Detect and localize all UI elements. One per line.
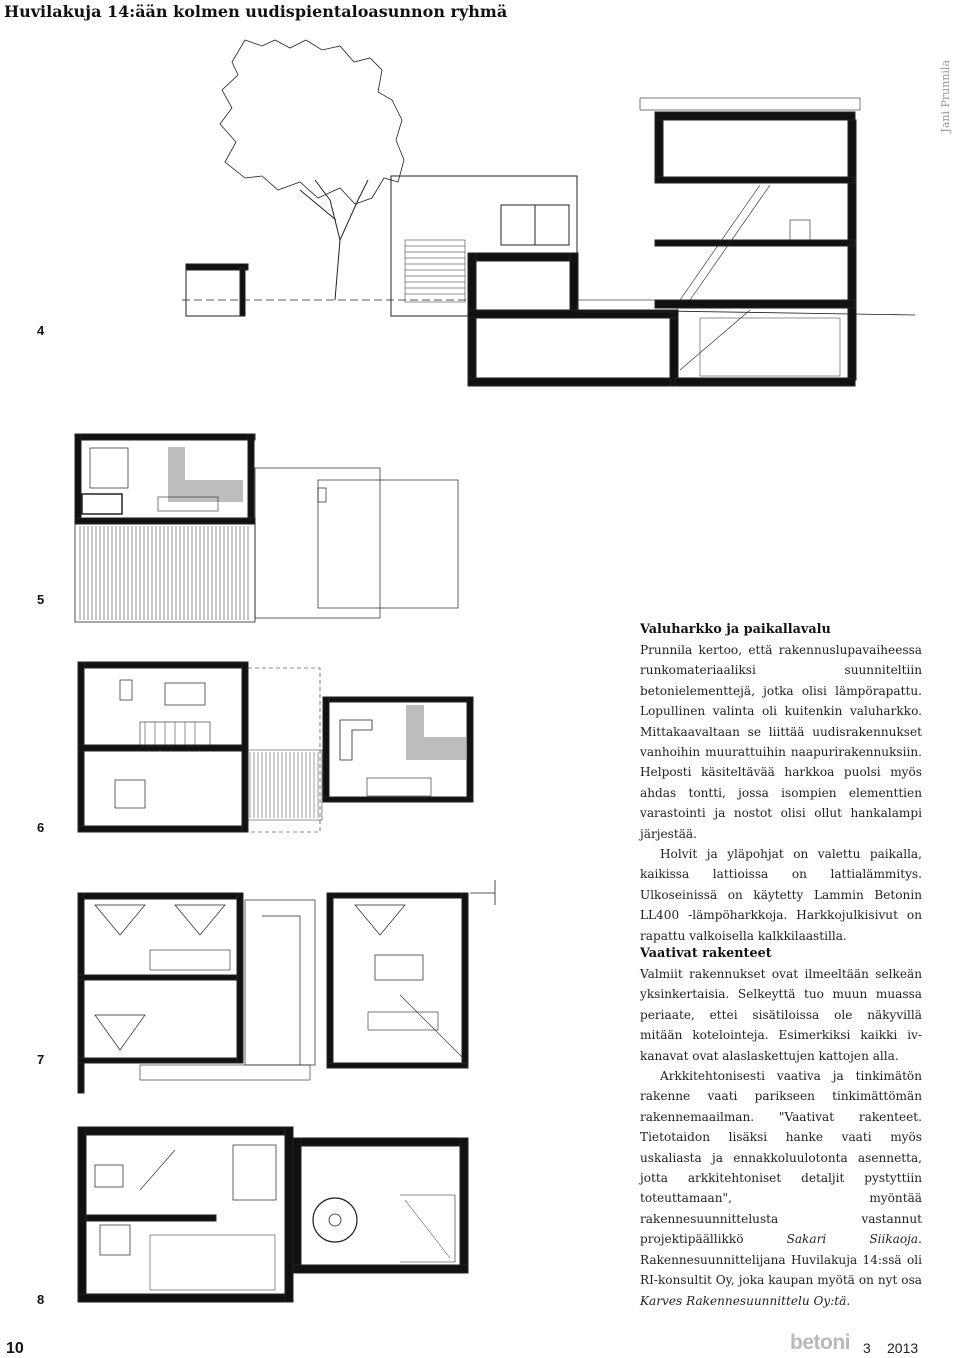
figure-number-7: 7 bbox=[37, 1052, 45, 1067]
paragraph-4-text-b: . Rakennesuunnittelijana Huvilakuja 14:ssä oli RI-konsultit Oy, joka kaupan myötä on nyt osa bbox=[640, 1232, 922, 1288]
figure-number-5: 5 bbox=[37, 592, 45, 607]
roof-plan bbox=[75, 434, 458, 622]
article-section-2 bbox=[640, 944, 922, 1311]
page-title: Huvilakuja 14:ään kolmen uudispientaloasunnon ryhmä bbox=[4, 2, 508, 21]
issue-number: 3 bbox=[863, 1340, 871, 1356]
page-number: 10 bbox=[6, 1340, 24, 1357]
figure-number-4: 4 bbox=[37, 323, 45, 338]
paragraph-4 bbox=[640, 1066, 922, 1311]
upper-floor-plan bbox=[78, 662, 473, 832]
basement-plan bbox=[78, 1127, 468, 1302]
figure-number-8: 8 bbox=[37, 1292, 45, 1307]
magazine-logo: betoni bbox=[790, 1331, 850, 1354]
person-name: Sakari Siikaoja bbox=[786, 1232, 919, 1247]
company-name: Karves Rakennesuunnittelu Oy:tä bbox=[640, 1293, 847, 1308]
article-section-1 bbox=[640, 620, 922, 946]
paragraph-4-text-a: Arkkitehtonisesti vaativa ja tinkimätön rakenne vaati parikseen tinkimättömän rakennemaailman. "Vaativat rakenteet. Tietotaidon lisäksi hanke vaati myös uskaliasta ja ennakkoluulotonta asennetta, jotta arkkitehtoniset detaljit pystyttiin toteuttamaan", myöntää rakennesuunnittelusta vastannut projektipäällikkö bbox=[640, 1069, 922, 1247]
photo-credit: Jani Prunnila bbox=[939, 60, 952, 133]
figure-number-6: 6 bbox=[37, 820, 45, 835]
paragraph-3: Valmiit rakennukset ovat ilmeeltään selkeän yksinkertaisia. Selkeyttä tuo muun muassa periaate, ettei sisätiloissa ole näkyvillä mitään kotelointeja. Esimerkiksi kaikki iv-kanavat ovat alaslaskettujen kattojen alla. bbox=[640, 967, 922, 1063]
section-heading-1: Valuharkko ja paikallavalu bbox=[640, 622, 831, 637]
paragraph-4-end: . bbox=[846, 1293, 851, 1308]
issue-year: 2013 bbox=[887, 1340, 919, 1356]
entry-floor-plan bbox=[78, 880, 495, 1093]
section-heading-2: Vaativat rakenteet bbox=[640, 946, 772, 961]
paragraph-2: Holvit ja yläpohjat on valettu paikalla, kaikissa lattioissa on lattialämmitys. Ulkoseinissä on käytetty Lammin Betonin LL400 -lämpöharkkoja. Harkkojulkisivut on rapattu valkoisella kalkkilaastilla. bbox=[640, 847, 922, 943]
paragraph-1: Prunnila kertoo, että rakennuslupavaiheessa runkomateriaaliksi suunniteltiin betonielementtejä, jotka olisi lämpörapattu. Lopullinen valinta oli kuitenkin valuharkko. Mittakaavaltaan se liittää uudisrakennukset vanhoihin muurattuihin naapurirakennuksiin. Helposti käsiteltävää harkkoa puolsi myös ahdas tontti, jossa isompien elementtien varastointi ja nostot olisi ollut hankalampi järjestää. bbox=[640, 643, 922, 841]
section-drawing bbox=[182, 40, 915, 386]
